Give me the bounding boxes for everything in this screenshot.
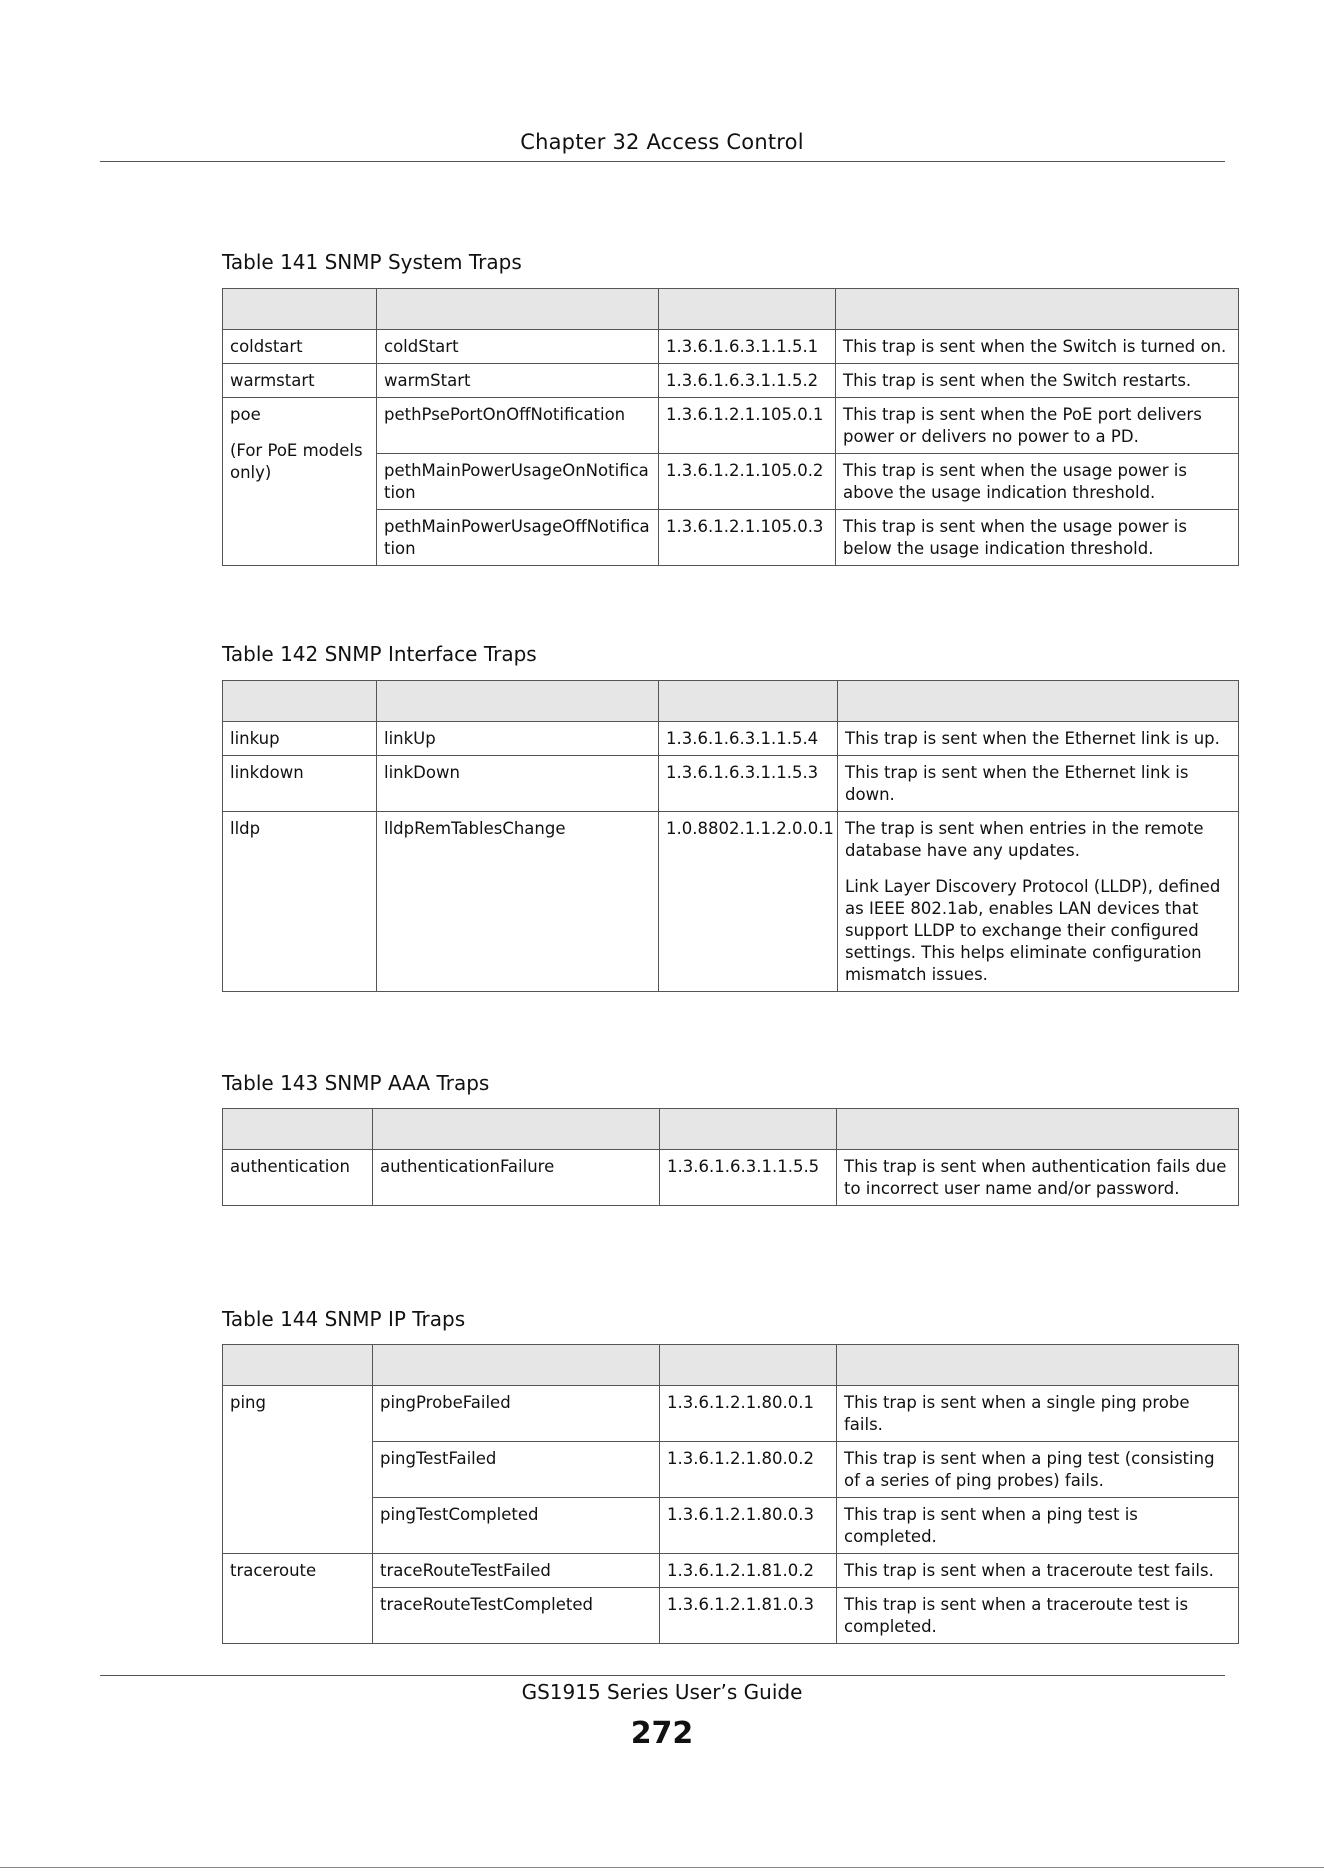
object-label-cell: lldpRemTablesChange	[377, 812, 659, 992]
option-cell: lldp	[223, 812, 377, 992]
description-cell: This trap is sent when the Ethernet link is down.	[838, 756, 1239, 812]
table-141-snmp-system-traps	[222, 288, 1239, 566]
header-cell	[373, 1109, 660, 1150]
object-id-cell: 1.3.6.1.2.1.80.0.2	[660, 1442, 837, 1498]
header-cell	[660, 1345, 837, 1386]
table-header-row	[223, 289, 1239, 330]
table-header-row	[223, 681, 1239, 722]
table-142-snmp-interface-traps	[222, 680, 1239, 992]
object-id-cell: 1.3.6.1.2.1.80.0.1	[660, 1386, 837, 1442]
table-row	[223, 1150, 1239, 1206]
object-id-cell: 1.3.6.1.6.3.1.1.5.5	[660, 1150, 837, 1206]
header-cell	[659, 681, 838, 722]
header-divider	[100, 161, 1225, 162]
table-row	[223, 398, 1239, 454]
object-id-cell: 1.3.6.1.2.1.81.0.3	[660, 1588, 837, 1644]
table-row	[223, 756, 1239, 812]
table-row	[223, 1554, 1239, 1588]
table-header-row	[223, 1345, 1239, 1386]
description-cell: This trap is sent when a ping test (consisting of a series of ping probes) fails.	[837, 1442, 1239, 1498]
guide-title: GS1915 Series User’s Guide	[521, 1680, 803, 1704]
option-cell: warmstart	[223, 364, 377, 398]
description-cell: This trap is sent when the Switch is turned on.	[836, 330, 1239, 364]
option-cell	[223, 398, 377, 566]
description-cell: This trap is sent when a traceroute test fails.	[837, 1554, 1239, 1588]
object-label-cell: coldStart	[377, 330, 659, 364]
option-cell: ping	[223, 1386, 373, 1554]
object-id-cell: 1.3.6.1.6.3.1.1.5.3	[659, 756, 838, 812]
object-label-cell: pethMainPowerUsageOnNotification	[377, 454, 659, 510]
header-cell	[837, 1109, 1239, 1150]
description-cell: This trap is sent when the Switch restarts.	[836, 364, 1239, 398]
description-cell	[838, 812, 1239, 992]
header-cell	[659, 289, 836, 330]
object-id-cell: 1.3.6.1.2.1.105.0.2	[659, 454, 836, 510]
table-141-caption: Table 141 SNMP System Traps	[222, 250, 522, 274]
description-cell: This trap is sent when a single ping probe fails.	[837, 1386, 1239, 1442]
table-144-snmp-ip-traps	[222, 1344, 1239, 1644]
description-cell: This trap is sent when the PoE port delivers power or delivers no power to a PD.	[836, 398, 1239, 454]
table-142-caption: Table 142 SNMP Interface Traps	[222, 642, 537, 666]
object-id-cell: 1.3.6.1.2.1.105.0.3	[659, 510, 836, 566]
object-label-cell: traceRouteTestCompleted	[373, 1588, 660, 1644]
table-row	[223, 1442, 1239, 1498]
option-cell: linkdown	[223, 756, 377, 812]
table-row	[223, 1498, 1239, 1554]
header-cell	[836, 289, 1239, 330]
table-header-row	[223, 1109, 1239, 1150]
header-cell	[377, 289, 659, 330]
description-cell: This trap is sent when authentication fails due to incorrect user name and/or password.	[837, 1150, 1239, 1206]
object-label-cell: warmStart	[377, 364, 659, 398]
header-cell	[223, 1345, 373, 1386]
option-cell: linkup	[223, 722, 377, 756]
header-cell	[373, 1345, 660, 1386]
header-cell	[837, 1345, 1239, 1386]
object-id-cell: 1.3.6.1.6.3.1.1.5.1	[659, 330, 836, 364]
table-row	[223, 722, 1239, 756]
table-row	[223, 330, 1239, 364]
option-note: (For PoE models only)	[230, 441, 363, 482]
header-cell	[223, 1109, 373, 1150]
description-cell: This trap is sent when the Ethernet link is up.	[838, 722, 1239, 756]
bottom-edge-line	[0, 1867, 1324, 1868]
object-label-cell: pingTestFailed	[373, 1442, 660, 1498]
table-row	[223, 1588, 1239, 1644]
description-cell: This trap is sent when the usage power is above the usage indication threshold.	[836, 454, 1239, 510]
option-cell: authentication	[223, 1150, 373, 1206]
object-id-cell: 1.3.6.1.6.3.1.1.5.4	[659, 722, 838, 756]
header-cell	[223, 289, 377, 330]
object-label-cell: pingTestCompleted	[373, 1498, 660, 1554]
table-143-caption: Table 143 SNMP AAA Traps	[222, 1071, 490, 1095]
description-cell: This trap is sent when a ping test is completed.	[837, 1498, 1239, 1554]
object-id-cell: 1.3.6.1.2.1.105.0.1	[659, 398, 836, 454]
header-cell	[223, 681, 377, 722]
header-cell	[838, 681, 1239, 722]
header-cell	[660, 1109, 837, 1150]
header-cell	[377, 681, 659, 722]
table-143-snmp-aaa-traps	[222, 1108, 1239, 1206]
object-label-cell: pingProbeFailed	[373, 1386, 660, 1442]
object-label-cell: linkDown	[377, 756, 659, 812]
description-paragraph: The trap is sent when entries in the remote database have any updates.	[845, 819, 1204, 860]
description-paragraph: Link Layer Discovery Protocol (LLDP), defined as IEEE 802.1ab, enables LAN devices that support LLDP to exchange their configured settings. This helps eliminate configuration mismatch issues.	[845, 877, 1221, 984]
object-id-cell: 1.0.8802.1.1.2.0.0.1	[659, 812, 838, 992]
table-row	[223, 364, 1239, 398]
footer-divider	[100, 1675, 1225, 1676]
object-id-cell: 1.3.6.1.2.1.80.0.3	[660, 1498, 837, 1554]
table-row	[223, 1386, 1239, 1442]
option-name: poe	[230, 405, 261, 424]
chapter-title: Chapter 32 Access Control	[520, 130, 804, 154]
object-label-cell: pethMainPowerUsageOffNotification	[377, 510, 659, 566]
object-label-cell: pethPsePortOnOffNotification	[377, 398, 659, 454]
page-number: 272	[630, 1716, 694, 1751]
table-144-caption: Table 144 SNMP IP Traps	[222, 1307, 466, 1331]
object-label-cell: traceRouteTestFailed	[373, 1554, 660, 1588]
description-cell: This trap is sent when a traceroute test is completed.	[837, 1588, 1239, 1644]
object-label-cell: authenticationFailure	[373, 1150, 660, 1206]
description-cell: This trap is sent when the usage power is below the usage indication threshold.	[836, 510, 1239, 566]
object-label-cell: linkUp	[377, 722, 659, 756]
option-cell: traceroute	[223, 1554, 373, 1644]
table-row	[223, 812, 1239, 992]
option-cell: coldstart	[223, 330, 377, 364]
object-id-cell: 1.3.6.1.2.1.81.0.2	[660, 1554, 837, 1588]
object-id-cell: 1.3.6.1.6.3.1.1.5.2	[659, 364, 836, 398]
